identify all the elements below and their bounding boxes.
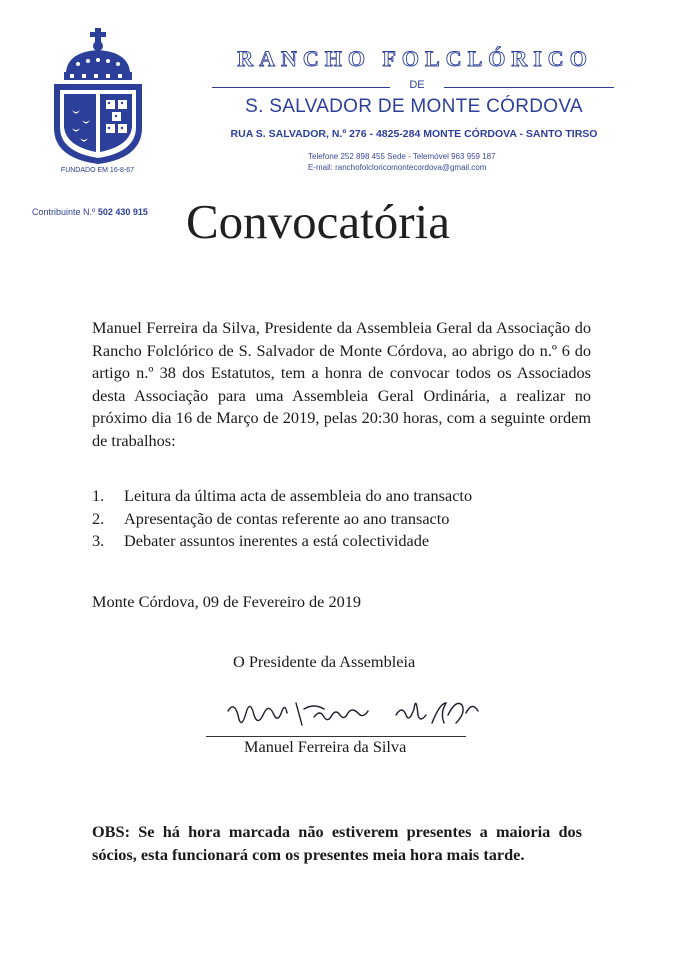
observation-note: OBS: Se há hora marcada não estiverem presentes a maioria dos sócios, esta funcionará com os presentes meia hora mais tarde. <box>92 822 582 864</box>
tax-id <box>32 207 148 217</box>
date-line: Monte Córdova, 09 de Fevereiro de 2019 <box>92 592 362 611</box>
founded-date: FUNDADO EM 16-8-67 <box>60 167 135 174</box>
agenda-item: 1. Leitura da última acta de assembleia do ano transacto <box>92 486 473 505</box>
handwritten-signature <box>222 693 502 739</box>
signer-role: O Presidente da Assembleia <box>233 652 416 671</box>
agenda-item: 2. Apresentação de contas referente ao ano transacto <box>92 508 450 528</box>
document-title: Convocatória <box>186 194 450 249</box>
organization-name: RANCHO FOLCLÓRICO <box>237 46 593 71</box>
agenda-list <box>92 485 592 553</box>
signer-name: Manuel Ferreira da Silva <box>244 737 407 756</box>
tax-id-value: 502 430 915 <box>97 207 148 217</box>
contact-block <box>308 151 558 173</box>
tax-id-label: Contribuinte N.º <box>32 207 96 217</box>
organization-place: S. SALVADOR DE MONTE CÓRDOVA <box>245 96 583 117</box>
agenda-item: 3. Debater assuntos inerentes a está colectividade <box>92 531 430 550</box>
organization-address: RUA S. SALVADOR, N.º 276 - 4825-284 MONTE CÓRDOVA - SANTO TIRSO <box>230 128 598 140</box>
convocation-paragraph: Manuel Ferreira da Silva, Presidente da Assembleia Geral da Associação do Rancho Folclórico de S. Salvador de Monte Córdova, ao abrigo do n.º 6 do artigo n.º 38 dos Estatutos, tem a honra de convocar todos os Associados desta Associação para uma Assembleia Geral Ordinária, a realizar no próximo dia 16 de Março de 2019, pelas 20:30 horas, com a seguinte ordem de trabalhos: <box>92 318 591 450</box>
phone-line: Telefone 252 898 455 Sede - Telemóvel 963 959 187 <box>308 152 496 161</box>
coat-of-arms-logo <box>48 28 148 168</box>
organization-de: DE <box>390 79 444 91</box>
email-line: E-mail: ranchofolcloricomontecordova@gmail.com <box>308 163 487 172</box>
